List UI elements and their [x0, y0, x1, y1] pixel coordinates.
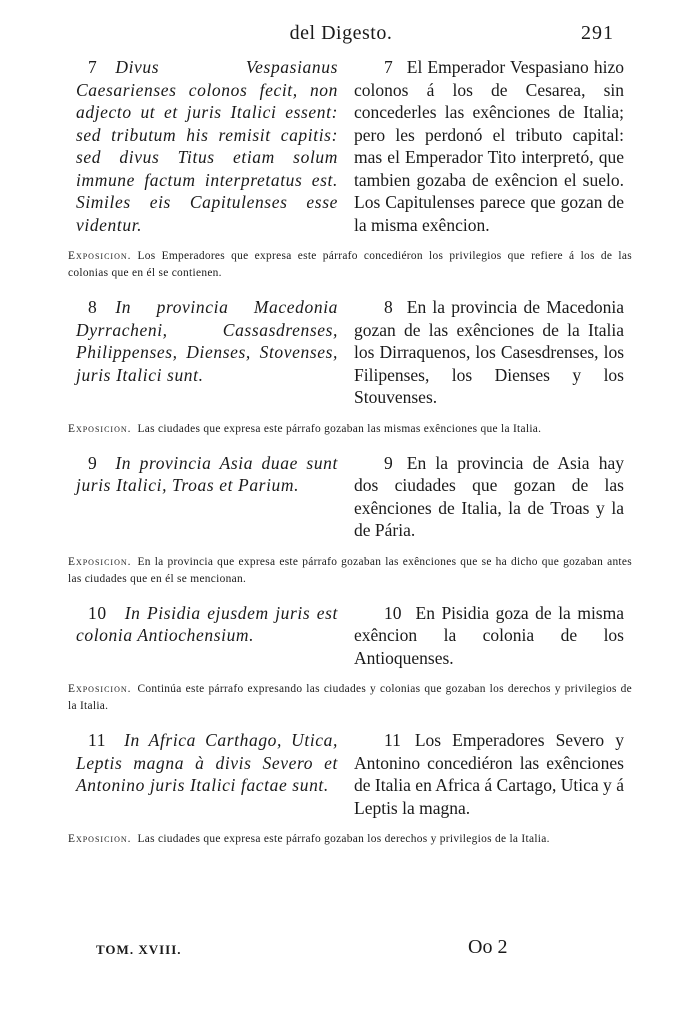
page-header [0, 22, 682, 50]
exposicion-note: Exposicion. Continúa este párrafo expresando las ciudades y colonias que gozaban los derechos y privilegios de la Italia. [68, 683, 632, 712]
paragraph-7 [68, 56, 632, 282]
latin-text: 9 In provincia Asia duae sunt juris Italici, Troas et Parium. [76, 452, 338, 495]
latin-text: 11 In Africa Carthago, Utica, Leptis magna à divis Severo et Antonino juris Italici factae sunt. [76, 730, 338, 795]
exposicion-note: Exposicion. Las ciudades que expresa este párrafo gozaban las mismas exênciones que la Italia. [68, 422, 542, 435]
latin-text: 8 In provincia Macedonia Dyrracheni, Cassasdrenses, Philippenses, Dienses, Stovenses, juris Italici sunt. [76, 297, 338, 385]
page-body [68, 56, 632, 862]
page-footer [0, 936, 682, 966]
paragraph-11 [68, 729, 624, 848]
latin-text: 10 In Pisidia ejusdem juris est colonia Antiochensium. [76, 602, 338, 645]
paragraph-9 [68, 452, 632, 588]
latin-text: 7 Divus Vespasianus Caesarienses colonos fecit, non adjecto ut et juris Italici essent: sed tributum his remisit capitis: sed divus Titus etiam solum immune factum interpretatus est. Similes eis Capitulenses esse videntur. [76, 57, 338, 235]
exposicion-note: Exposicion. Las ciudades que expresa este párrafo gozaban los derechos y privilegios de la Italia. [68, 833, 550, 845]
spanish-text: 9 En la provincia de Asia hay dos ciudades que gozan de las exênciones de Italia, la de Troas y la de Pária. [354, 452, 624, 540]
spanish-text: 8 En la provincia de Macedonia gozan de las exênciones de la Italia los Dirraquenos, los Casesdrenses, los Filipenses, los Dienses y los Stouvenses. [354, 297, 624, 407]
spanish-text: 7 El Emperador Vespasiano hizo colonos á los de Cesarea, sin concederles las exênciones de Italia; pero les perdonó el tributo capital: mas el Emperador Tito interpretó, que tambien gozaba de exêncion el suelo. Los Capitulenses parece que gozan de la misma exêncion. [354, 57, 624, 235]
exposicion-note: Exposicion. En la provincia que expresa este párrafo gozaban las exênciones que se ha dicho que gozaban antes las ciudades que en él se mencionan. [68, 555, 632, 585]
spanish-text: 11 Los Emperadores Severo y Antonino concediéron las exênciones de Italia en Africa á Cartago, Utica y á Leptis la magna. [354, 730, 624, 818]
spanish-text: 10 En Pisidia goza de la misma exêncion la colonia de los Antioquenses. [354, 602, 624, 668]
signature-mark: Oo 2 [468, 936, 508, 958]
volume-mark: TOM. XVIII. [96, 942, 182, 957]
paragraph-10 [68, 602, 632, 716]
paragraph-8 [68, 296, 624, 438]
exposicion-note: Exposicion. Los Emperadores que expresa este párrafo concediéron los privilegios que refiere á los de las colonias que en él se contienen. [68, 250, 632, 279]
page-number: 291 [581, 22, 614, 44]
running-title: del Digesto. [289, 22, 393, 44]
